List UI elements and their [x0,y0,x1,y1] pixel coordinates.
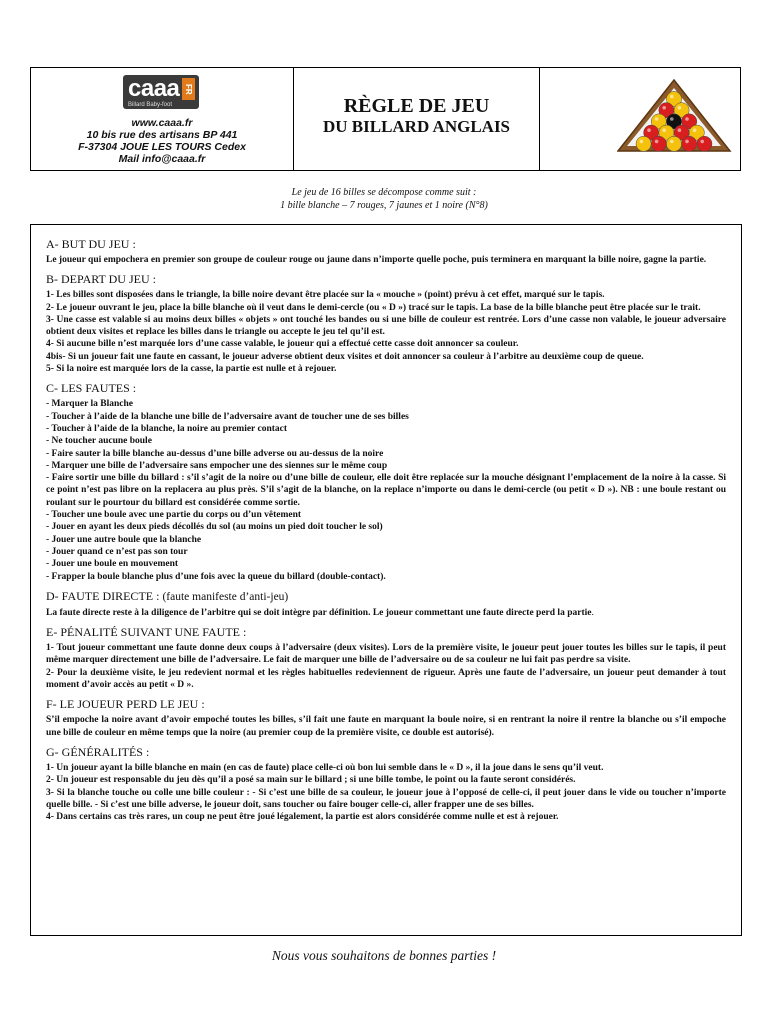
section-depart-du-jeu [46,272,726,375]
logo-tagline: Billard Baby-foot [128,102,173,108]
section-generalites [46,745,726,823]
billiard-ball [651,136,666,151]
rule-line: - Marquer une bille de l’adversaire sans empocher une des siennes sur le même coup [46,460,388,471]
ball-highlight [655,117,659,121]
rule-line: 2- Pour la deuxième visite, le jeu redevient normal et les règles habituelles redeviennent de rigueur. Après une faute de l’adversaire, un joueur peut demander à tout moment d’avoir accès au petit « D ». [46,667,726,691]
ball-highlight [670,140,674,144]
section-les-fautes [46,381,726,582]
rule-line: - Toucher une boule avec une partie du corps ou d’un vêtement [46,510,302,521]
ball-composition [0,186,768,212]
rule-line: - Jouer en ayant les deux pieds décollés du sol (au moins un pied doit toucher le sol) [46,522,383,533]
section-body [46,762,726,823]
rule-line: - Faire sortir une bille du billard : s’il s’agit de la noire ou d’une bille de couleur, elle doit être replacée sur la mouche désignant l’emplacement de la noire à la casse. Si ce point n’est pas libre on la replacera au plus près. S’il s’agit de la blanche, on la replace n’importe ou dans le demi-cercle (ou petit « D »). NB : une boule restant ou roulant sur le pourtour du billard est considérée comme sortie. [46,473,726,508]
ball-highlight [685,140,689,144]
billiard-ball [636,136,651,151]
ball-highlight [678,106,682,110]
rule-line: 1- Tout joueur commettant une faute donne deux coups à l’adversaire (deux visites). Lors de la première visite, le joueur peut jouer toutes les billes sur le tapis, il peut même marquer directement une bille de l’adversaire. Le fait de marquer une bille de l’adversaire ou de sa couleur ne lui fait pas perdre sa visite. [46,643,726,666]
section-body [46,398,726,582]
rule-line-tail: . [591,607,594,618]
billiard-ball [666,136,681,151]
section-title [46,625,726,640]
doc-subtitle: DU BILLARD ANGLAIS [322,117,511,136]
section-perd-le-jeu [46,697,726,739]
rule-line: 5- Si la noire est marquée lors de la casse, la partie est nulle et à rejouer. [46,364,337,375]
rule-line: Le joueur qui empochera en premier son groupe de couleur rouge ou jaune dans n’importe quelle poche, puis terminera en marquant la bille noire, gagne la partie. [46,255,707,265]
logo-badge: FR [182,78,195,100]
section-title-sep: : [153,588,163,603]
company-address [31,117,293,165]
rule-line: 3- Une casse est valable si au moins deux billes « objets » ont touché les bandes ou si une bille de couleur est rentrée. Lors d’une casse non valable, le joueur adversaire obtient deux visites et replace les billes dans le triangle ou accepte le jeu tel qu’il est. [46,314,726,338]
doc-title: RÈGLE DE JEU [343,95,490,117]
section-title [46,381,726,396]
section-title-text: A- BUT DU JEU [46,237,130,251]
billiard-ball [682,136,697,151]
ball-highlight [662,128,666,132]
email: Mail info@caaa.fr [118,153,206,165]
rule-line: 1- Les billes sont disposées dans le triangle, la bille noire devant être placée sur la « mouche » (point) prévu à cet effet, marqué sur le tapis. [46,290,605,301]
city: F-37304 JOUE LES TOURS Cedex [78,141,246,153]
street: 10 bis rue des artisans BP 441 [86,129,238,141]
rule-line: 4- Dans certains cas très rares, un coup ne peut être joué légalement, la partie est alors considérée comme nulle et est à rejouer. [46,812,559,823]
ball-highlight [685,117,689,121]
section-body [46,642,726,691]
billiard-rack-image [617,79,732,159]
header-box [30,67,741,171]
section-title-text: G- GÉNÉRALITÉS [46,744,143,759]
section-title-sep: : [240,625,247,640]
ball-highlight [640,140,644,144]
rule-line: - Frapper la boule blanche plus d’une fois avec la queue du billard (double-contact). [46,571,386,582]
section-title-sep: : [198,697,205,712]
rule-line: - Marquer la Blanche [46,399,133,410]
ball-highlight [662,106,666,110]
ball-highlight [647,128,651,132]
section-title-sep: : [129,237,136,251]
section-title-text: F- LE JOUEUR PERD LE JEU [46,697,199,712]
website: www.caaa.fr [131,117,193,129]
rule-line: - Ne toucher aucune boule [46,436,152,447]
section-title [46,237,726,252]
section-body [46,607,726,619]
section-title-text: D- FAUTE DIRECTE [46,588,154,603]
rule-line: - Faire sauter la bille blanche au-dessus d’une bille adverse ou au-dessus de la noire [46,448,384,459]
section-faute-directe [46,589,726,619]
section-title-sep: : [149,272,156,287]
ball-highlight [670,95,674,99]
ball-highlight [693,128,697,132]
rule-line: 4bis- Si un joueur fait une faute en cassant, le joueur adverse obtient deux visites et doit annoncer sa couleur à l’arbitre au deuxième coup de queue. [46,351,644,362]
section-title [46,745,726,760]
ball-highlight [670,117,674,121]
rule-line: 2- Le joueur ouvrant le jeu, place la bille blanche où il veut dans le demi-cercle (ou « D ») tracé sur le tapis. La base de la bille blanche peut être placée sur le trait. [46,302,701,313]
ball-highlight [655,140,659,144]
rule-line: 4- Si aucune bille n’est marquée lors d’une casse valable, le joueur qui a effectué cette casse doit annoncer sa couleur. [46,339,519,350]
company-info [31,68,294,170]
title-block [294,68,540,170]
section-title-sep: : [142,744,150,759]
billiard-ball [697,136,712,151]
section-body [46,289,726,375]
rule-line: 2- Un joueur est responsable du jeu dès qu’il a posé sa main sur le billard ; si une bille tombe, le point ou la faute seront considérés. [46,775,576,786]
rule-line: - Jouer une boule en mouvement [46,559,179,570]
section-title-sep: : [129,381,137,396]
composition-line-2: 1 bille blanche – 7 rouges, 7 jaunes et 1 noire (N°8) [280,200,488,211]
rule-line: - Jouer quand ce n’est pas son tour [46,546,188,557]
rule-line-text: La faute directe reste à la diligence de l’arbitre qui se doit intègre par définition. Le joueur commettant une faute directe perd la partie [46,607,592,618]
rule-line: - Jouer une autre boule que la blanche [46,534,202,545]
section-penalite [46,625,726,691]
closing-message: Nous vous souhaitons de bonnes parties ! [271,948,497,963]
image-cell [540,68,740,170]
section-title-text: E- PÉNALITÉ SUIVANT UNE FAUTE [46,625,240,640]
section-title [46,697,726,712]
caaa-logo [123,75,199,109]
rule-line: 1- Un joueur ayant la bille blanche en main (en cas de faute) place celle-ci où bon lui semble dans le « D », il la joue dans le sens qu’il veut. [46,762,604,773]
rule-line: - Toucher à l’aide de la blanche, la noire au premier contact [46,423,288,434]
logo-text: caaa [128,75,180,102]
section-title-note: (faute manifeste d’anti-jeu) [162,590,289,603]
rule-line: 3- Si la blanche touche ou colle une bille couleur : - Si c’est une bille de sa couleur, le joueur joue à l’opposé de celle-ci, il peut jouer dans le vide ou toucher n’importe quelle bille. - Si c’est une bille adverse, le joueur doit, sans toucher ou faire bouger celle-ci, aller frapper une de ses billes. [46,787,726,810]
composition-line-1: Le jeu de 16 billes se décompose comme suit : [291,187,477,198]
section-title-text: B- DEPART DU JEU [46,272,150,287]
rules-box [30,224,742,936]
rule-line: - Toucher à l’aide de la blanche une bille de l’adversaire avant de toucher une de ses billes [46,411,409,422]
section-title [46,589,726,605]
section-body [46,254,726,266]
rule-line [46,607,726,619]
ball-highlight [700,140,704,144]
section-body [46,714,726,739]
section-title [46,272,726,287]
section-but-du-jeu [46,237,726,266]
rule-line: S’il empoche la noire avant d’avoir empoché toutes les billes, s’il fait une faute en marquant la boule noire, si en rentrant la noire il rentre la blanche ou s’il empoche une bille de couleur en même temps que la noire (au premier coup de la première visite, ce double est autorisé). [46,715,726,738]
section-title-text: C- LES FAUTES [46,381,130,396]
ball-highlight [678,128,682,132]
